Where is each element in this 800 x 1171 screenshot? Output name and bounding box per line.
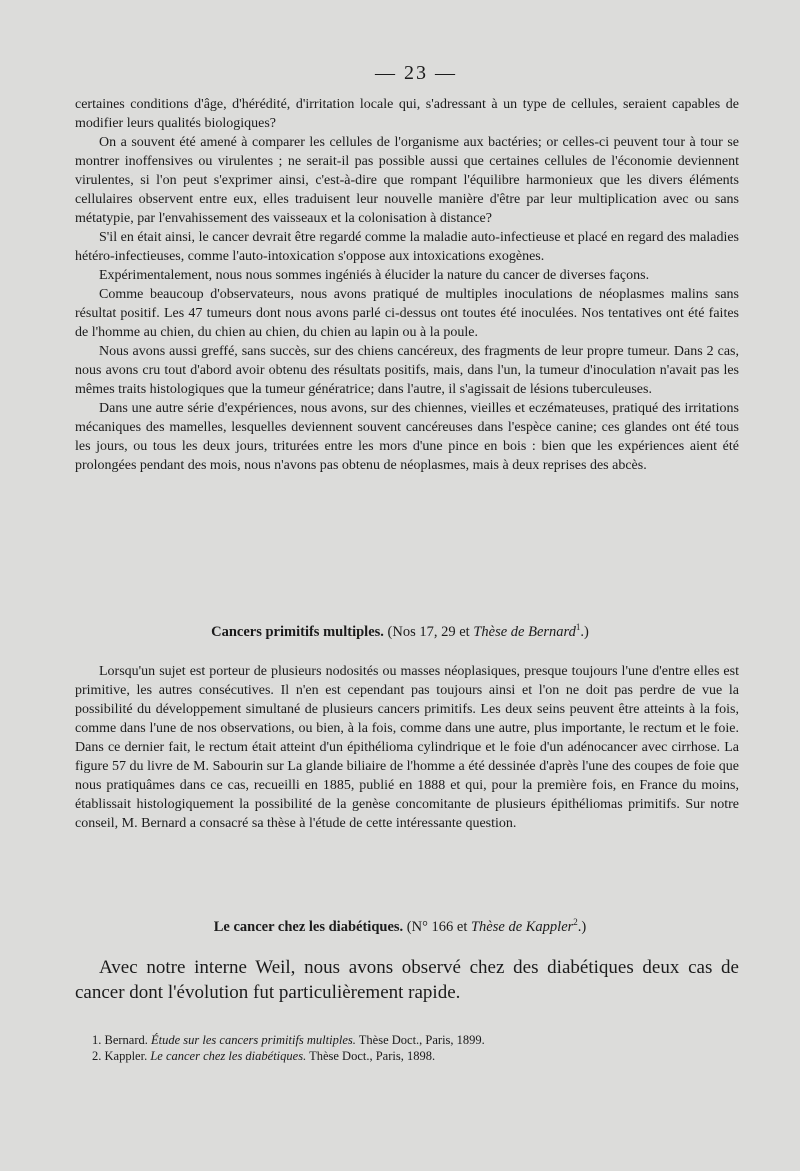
heading-thesis: Thèse de Kappler (470, 918, 574, 935)
page-number: — 23 — (375, 62, 457, 84)
paragraph: On a souvent été amené à comparer les cellules de l'organisme aux bactéries; or celles-ci peuvent tour à tour se montrer inoffensives ou virulentes ; ne serait-il pas possible aussi que certaines cellules de l'économie deviennent virulentes, si l'on peut s'exprimer ainsi, c'est-à-dire que rompant l'équilibre harmonieux que les divers éléments cellulaires observent entre eux, elles traduisent leur nouvelle manière d'être par leur multiplication avec ou sans métatypie, par l'envahissement des vaisseaux et la colonisation à distance? (75, 135, 739, 226)
heading-refs: (Nos 17, 29 et (387, 623, 474, 640)
heading-title: Cancers primitifs multiples. (211, 623, 384, 640)
paragraph: Dans une autre série d'expériences, nous avons, sur des chiennes, vieilles et eczémateuses, pratiqué des irritations mécaniques des mamelles, lesquelles deviennent souvent cancéreuses dans l'espèce canine; ces glandes ont été tous les jours, ou tous les deux jours, triturées entre les mors d'une pince en bois : bien que les expériences aient été prolongées pendant des mois, nous n'avons pas obtenu de néoplasmes, mais à deux reprises des abcès. (75, 401, 739, 473)
heading-refs: (N° 166 et (406, 918, 471, 935)
heading-title: Le cancer chez les diabétiques. (213, 918, 404, 935)
section-heading-multiple-cancers (0, 622, 800, 641)
footnotes (92, 1032, 732, 1064)
paragraph: S'il en était ainsi, le cancer devrait être regardé comme la maladie auto-infectieuse et placé en regard des maladies hétéro-infectieuses, comme l'auto-intoxication s'oppose aux intoxications exogènes. (75, 230, 739, 264)
section-multiple-cancers (75, 662, 739, 833)
section-diabetics (75, 955, 739, 1005)
footnote-2: 2. Kappler. Le cancer chez les diabétiques. Thèse Doct., Paris, 1898. (92, 1049, 436, 1063)
heading-close: .) (580, 623, 589, 640)
paragraph: Expérimentalement, nous nous sommes ingéniés à élucider la nature du cancer de diverses façons. (99, 268, 650, 283)
footnote-marker: 1 (575, 622, 581, 632)
paragraph: Comme beaucoup d'observateurs, nous avons pratiqué de multiples inoculations de néoplasmes malins sans résultat positif. Les 47 tumeurs dont nous avons parlé ci-dessus ont toutes été inoculées. Nos tentatives ont été faites de l'homme au chien, du chien au chien, du chien au lapin ou à la poule. (75, 287, 739, 340)
footnote-1: 1. Bernard. Étude sur les cancers primitifs multiples. Thèse Doct., Paris, 1899. (92, 1033, 485, 1047)
paragraph: certaines conditions d'âge, d'hérédité, d'irritation locale qui, s'adressant à un type de cellules, seraient capables de modifier leurs qualités biologiques? (75, 97, 739, 131)
section-heading-diabetics (0, 917, 800, 936)
paragraph: Nous avons aussi greffé, sans succès, sur des chiens cancéreux, des fragments de leur propre tumeur. Dans 2 cas, nous avons cru tout d'abord avoir obtenu des résultats positifs, mais, dans l'un, la tumeur d'inoculation n'avait pas les mêmes traits histologiques que la tumeur génératrice; dans l'autre, il s'agissait de lésions tuberculeuses. (75, 344, 739, 397)
heading-thesis: Thèse de Bernard (473, 623, 576, 640)
heading-close: .) (577, 918, 587, 935)
footnote-marker: 2 (573, 917, 578, 927)
paragraph: Avec notre interne Weil, nous avons observé chez des diabétiques deux cas de cancer dont l'évolution fut particulièrement rapide. (75, 957, 739, 1003)
section-intro (75, 95, 739, 475)
paragraph: Lorsqu'un sujet est porteur de plusieurs nodosités ou masses néoplasiques, presque toujours l'une d'entre elles est primitive, les autres consécutives. Il n'en est cependant pas toujours ainsi et l'on ne doit pas perdre de vue la possibilité du développement simultané de plusieurs cancers primitifs. Les deux seins peuvent être atteints à la fois, comme dans l'une de nos observations, ou bien, à la fois, comme dans une autre, plus importante, le rectum et le foie. Dans ce dernier fait, le rectum était atteint d'un épithélioma cylindrique et le foie d'un adénocancer avec cirrhose. La figure 57 du livre de M. Sabourin sur La glande biliaire de l'homme a été dessinée d'après l'une des coupes de foie que nous pratiquâmes dans ce cas, recueilli en 1885, publié en 1888 et qui, pour la première fois, en France du moins, établissait histologiquement la possibilité de la genèse concomitante de plusieurs épithéliomas primitifs. Sur notre conseil, M. Bernard a consacré sa thèse à l'étude de cette intéressante question. (75, 664, 739, 831)
